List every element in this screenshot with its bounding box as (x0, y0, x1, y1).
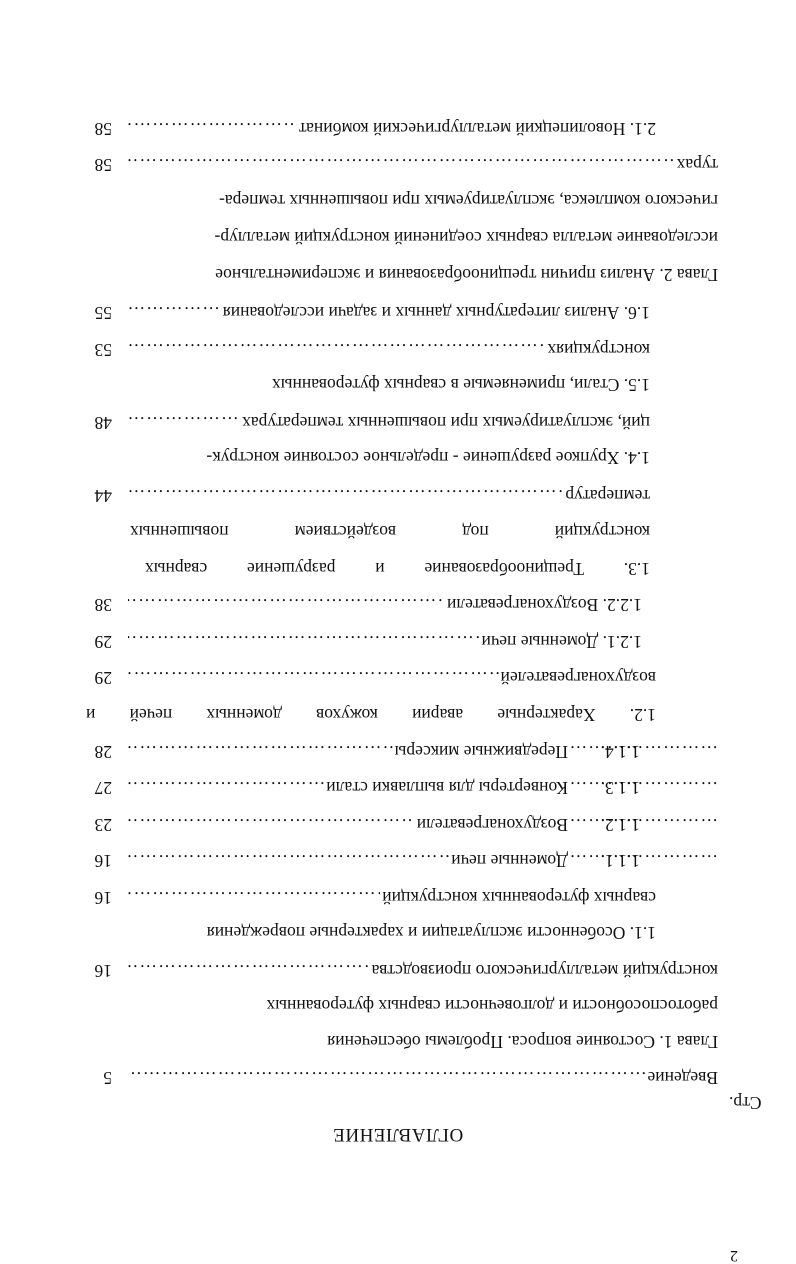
toc-entry: ……………………………………………………………………………………………………………………………… ций, эксплуатируемых при повышенных температурах 48 (80, 409, 650, 433)
toc-entry: ……………………………………………………………………………………………………………………………… 1.1.3. Конвертеры для выплавки стали 27 (80, 774, 718, 798)
toc-entry: ……………………………………………………………………………………………………………………………… 1.1.2. Воздухонагреватели 23 (80, 811, 718, 835)
toc-entry-line: 1.1. Особенности эксплуатации и характерные повреждения (206, 923, 656, 943)
toc-entry-line: конструкций под воздействием повышенных (130, 522, 650, 542)
toc-entry: ……………………………………………………………………………………………………………………………… 1.2.1. Доменные печи 29 (80, 628, 642, 652)
toc-entry-line: 1.2. Характерные аварии кожухов доменных печей и (86, 705, 656, 725)
toc-entry: ……………………………………………………………………………………………………………………………… 1.6. Анализ литературных данных и задачи исследования 55 (80, 299, 650, 323)
toc-entry: ……………………………………………………………………………………………………………………………… 1.1.1. Доменные печи 16 (80, 847, 718, 871)
toc-entry: ……………………………………………………………………………………………………………………………… сварных футерованных конструкций 16 (80, 884, 656, 908)
toc-entry: ……………………………………………………………………………………………………………………………… 1.1.4. Передвижные миксеры 28 (80, 738, 718, 762)
toc-entry-line: 1.3. Трещинообразование и разрушение сварных (145, 559, 650, 579)
toc-entry-line: 1.4. Хрупкое разрушение - предельное состояние конструк- (206, 448, 650, 468)
page-title: ОГЛАВЛЕНИЕ (332, 1124, 464, 1145)
toc-entry: ……………………………………………………………………………………………………………………………… турах 58 (80, 151, 718, 175)
toc-entry: ……………………………………………………………………………………………………………………………… конструкций металлургического производства 16 (80, 957, 718, 981)
toc-entry: ……………………………………………………………………………………………………………………………… конструкциях 53 (80, 336, 650, 360)
toc-entry-line: исследование металла сварных соединений конструкций металлур- (214, 228, 718, 248)
toc-entry-line: Глава 2. Анализ причин трещинообразования и экспериментальное (215, 265, 718, 285)
toc-entry: ……………………………………………………………………………………………………………………………… температур 44 (80, 482, 650, 506)
toc-entry: ……………………………………………………………………………………………………………………………… 1.2.2. Воздухонагреватели 38 (80, 591, 642, 615)
toc-entry-line: 1.5. Стали, применяемые в сварных футерованных (272, 375, 650, 395)
page-number: 2 (730, 1247, 738, 1264)
page-column-label: Стр. (729, 1093, 762, 1113)
toc-entry: ……………………………………………………………………………………………………………………………… 2.1. Новолипецкий металлургический комбинат 58 (80, 115, 656, 139)
toc-entry: ……………………………………………………………………………………………………………………………… воздухонагревателей 29 (80, 664, 656, 688)
toc-entry-line: гического комплекса, эксплуатируемых при повышенных темпера- (219, 191, 718, 211)
toc-entry: ……………………………………………………………………………………………………………………………… Введение 5 (80, 1064, 684, 1088)
toc-entry-line: Глава 1. Состояние вопроса. Проблемы обеспечения (327, 1032, 718, 1052)
toc-entry-line: работоспособности и долговечности сварных футерованных (266, 996, 718, 1016)
